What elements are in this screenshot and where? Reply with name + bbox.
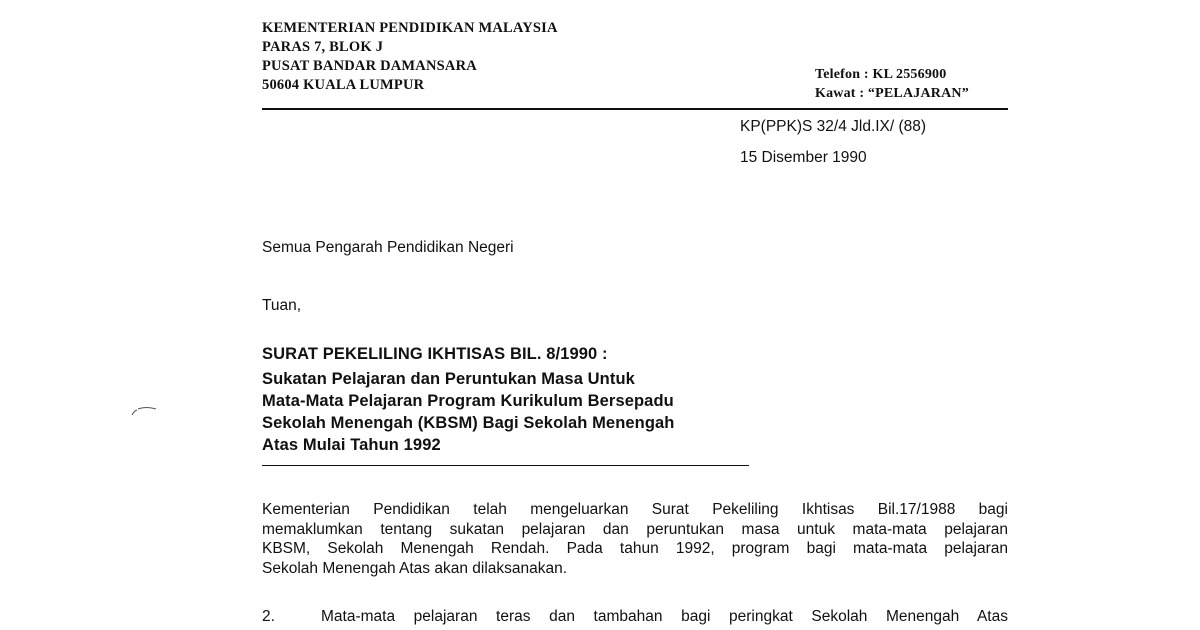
paragraph-line: KBSM, Sekolah Menengah Rendah. Pada tahun 1992, program bagi mata-mata pelajaran: [262, 540, 1008, 557]
contact-info: [815, 65, 969, 103]
subject-line: Sekolah Menengah (KBSM) Bagi Sekolah Menengah: [262, 414, 675, 432]
paragraph-2: [262, 607, 1008, 627]
salutation: Tuan,: [262, 297, 302, 314]
paragraph-number: 2.: [262, 608, 275, 625]
subject-title: SURAT PEKELILING IKHTISAS BIL. 8/1990 :: [262, 345, 608, 363]
subject-line: Atas Mulai Tahun 1992: [262, 436, 441, 454]
paragraph-line: Mata-mata pelajaran teras dan tambahan bagi peringkat Sekolah Menengah Atas: [321, 608, 1008, 625]
recipient: Semua Pengarah Pendidikan Negeri: [262, 239, 514, 256]
kawat-line: Kawat : “PELAJARAN”: [815, 86, 969, 101]
letter-date: 15 Disember 1990: [740, 149, 867, 166]
letterhead-line: KEMENTERIAN PENDIDIKAN MALAYSIA: [262, 20, 558, 36]
reference-number: KP(PPK)S 32/4 Jld.IX/ (88): [740, 118, 927, 135]
subject-line: Mata-Mata Pelajaran Program Kurikulum Bersepadu: [262, 392, 674, 410]
telefon-line: Telefon : KL 2556900: [815, 67, 947, 82]
paragraph-line: Kementerian Pendidikan telah mengeluarkan Surat Pekeliling Ikhtisas Bil.17/1988 bagi: [262, 501, 1008, 518]
subject-block: [262, 343, 674, 456]
letterhead-address: [262, 19, 558, 95]
letterhead-line: PARAS 7, BLOK J: [262, 39, 384, 55]
subject-line: Sukatan Pelajaran dan Peruntukan Masa Untuk: [262, 370, 635, 388]
subject-underline: [262, 465, 749, 466]
letterhead-line: 50604 KUALA LUMPUR: [262, 77, 425, 93]
letterhead-line: PUSAT BANDAR DAMANSARA: [262, 58, 477, 74]
letterhead-divider: [262, 108, 1008, 110]
scan-mark-icon: [130, 403, 158, 417]
paragraph-line: memaklumkan tentang sukatan pelajaran dan peruntukan masa untuk mata-mata pelajaran: [262, 520, 1008, 538]
paragraph-1: [262, 500, 1008, 578]
paragraph-line: Sekolah Menengah Atas akan dilaksanakan.: [262, 559, 568, 577]
